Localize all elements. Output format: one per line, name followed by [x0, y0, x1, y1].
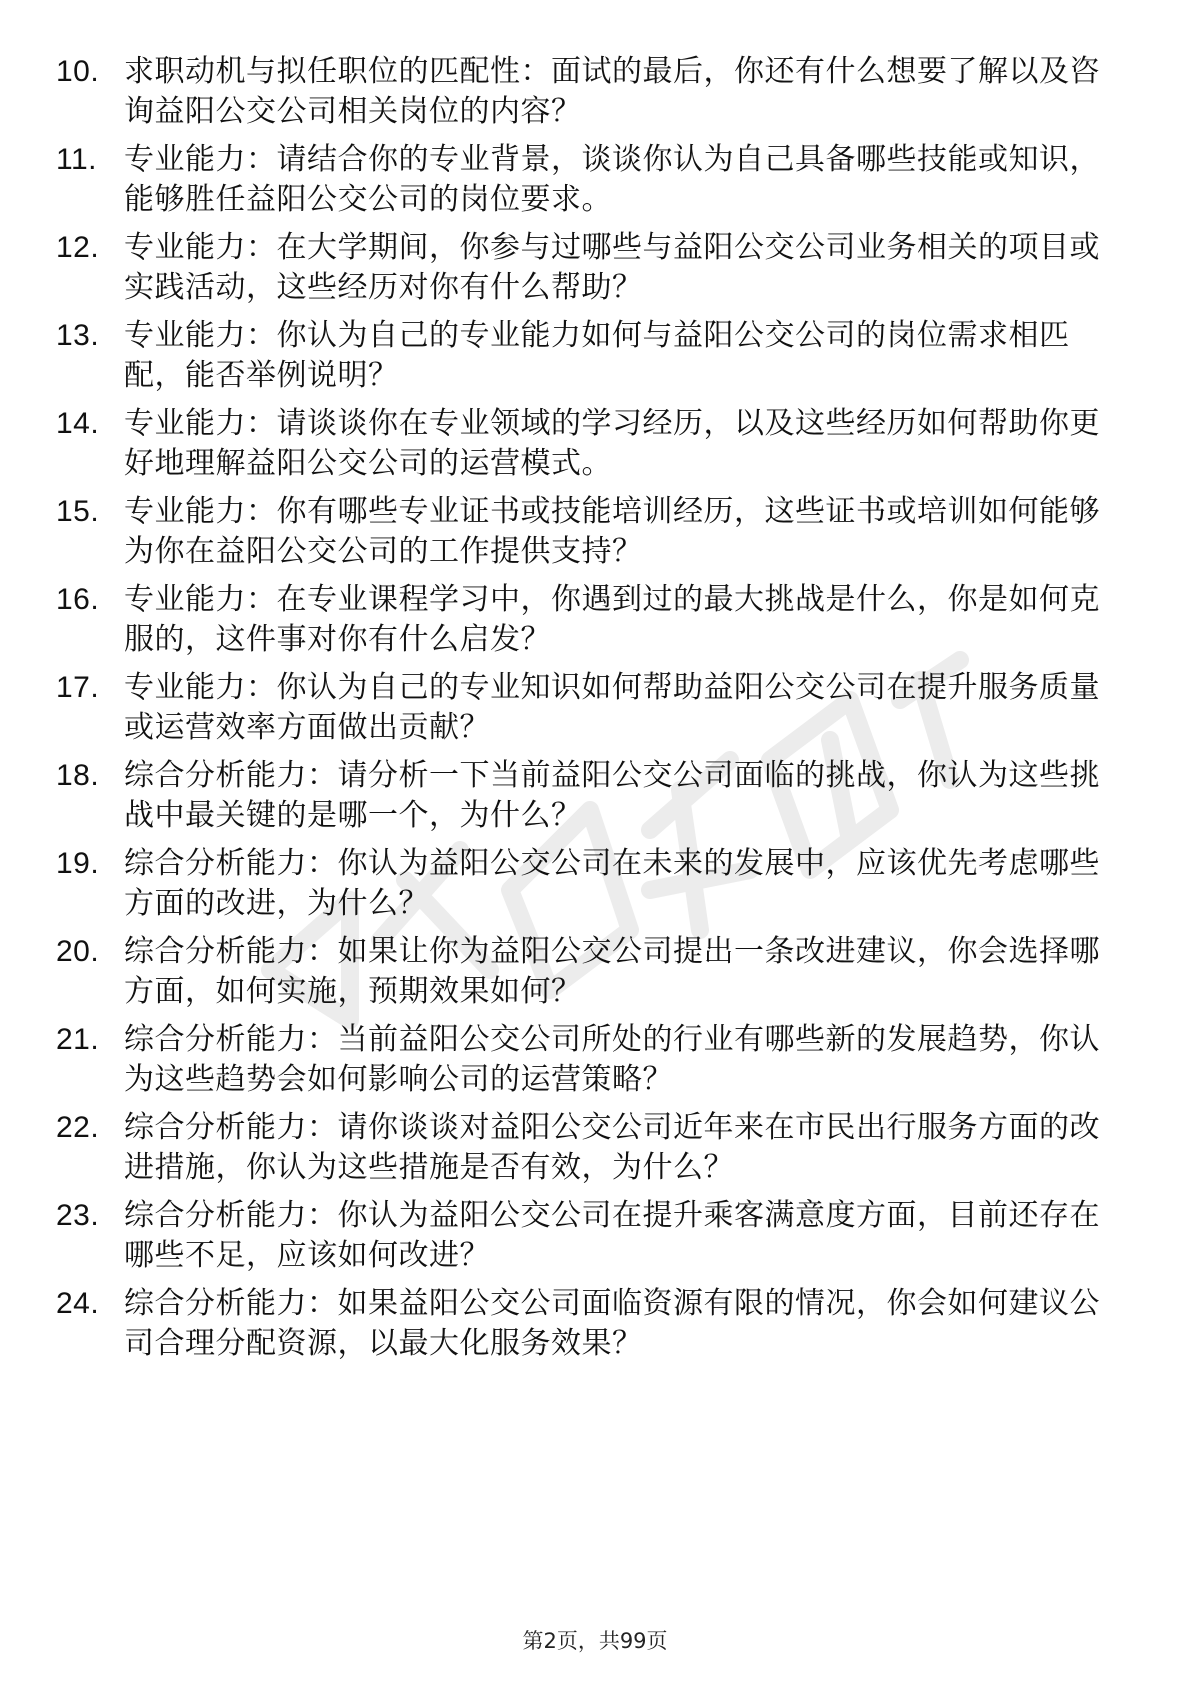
question-list [56, 52, 1116, 1372]
question-number: 17. [56, 671, 100, 704]
question-number: 21. [56, 1023, 100, 1056]
question-item [56, 668, 1116, 748]
question-item [56, 316, 1116, 396]
question-text: 综合分析能力：如果让你为益阳公交公司提出一条改进建议，你会选择哪方面，如何实施，预期效果如何？ [124, 934, 1100, 1009]
question-text: 求职动机与拟任职位的匹配性：面试的最后，你还有什么想要了解以及咨询益阳公交公司相关岗位的内容？ [124, 54, 1100, 129]
question-number: 12. [56, 231, 100, 264]
question-text: 专业能力：在专业课程学习中，你遇到过的最大挑战是什么，你是如何克服的，这件事对你有什么启发？ [124, 582, 1100, 657]
question-item [56, 1196, 1116, 1276]
question-text: 综合分析能力：你认为益阳公交公司在未来的发展中，应该优先考虑哪些方面的改进，为什么？ [124, 846, 1100, 921]
question-text: 综合分析能力：当前益阳公交公司所处的行业有哪些新的发展趋势，你认为这些趋势会如何影响公司的运营策略？ [124, 1022, 1100, 1097]
page-number-label: 第2页，共99页 [522, 1629, 668, 1653]
question-text: 综合分析能力：你认为益阳公交公司在提升乘客满意度方面，目前还存在哪些不足，应该如何改进？ [124, 1198, 1100, 1273]
question-text: 综合分析能力：请你谈谈对益阳公交公司近年来在市民出行服务方面的改进措施，你认为这些措施是否有效，为什么？ [124, 1110, 1100, 1185]
question-number: 20. [56, 935, 100, 968]
question-item [56, 140, 1116, 220]
question-item [56, 228, 1116, 308]
question-item [56, 52, 1116, 132]
question-item [56, 404, 1116, 484]
question-text: 专业能力：请谈谈你在专业领域的学习经历，以及这些经历如何帮助你更好地理解益阳公交公司的运营模式。 [124, 406, 1100, 481]
question-item [56, 844, 1116, 924]
question-number: 10. [56, 55, 100, 88]
question-item [56, 932, 1116, 1012]
question-text: 综合分析能力：如果益阳公交公司面临资源有限的情况，你会如何建议公司合理分配资源，以最大化服务效果？ [124, 1286, 1100, 1361]
page-footer [0, 1625, 1190, 1655]
question-number: 19. [56, 847, 100, 880]
question-number: 23. [56, 1199, 100, 1232]
question-text: 专业能力：在大学期间，你参与过哪些与益阳公交公司业务相关的项目或实践活动，这些经历对你有什么帮助？ [124, 230, 1100, 305]
question-text: 专业能力：请结合你的专业背景，谈谈你认为自己具备哪些技能或知识，能够胜任益阳公交公司的岗位要求。 [124, 142, 1100, 217]
question-text: 综合分析能力：请分析一下当前益阳公交公司面临的挑战，你认为这些挑战中最关键的是哪一个，为什么？ [124, 758, 1100, 833]
question-item [56, 1108, 1116, 1188]
question-number: 13. [56, 319, 100, 352]
question-text: 专业能力：你有哪些专业证书或技能培训经历，这些证书或培训如何能够为你在益阳公交公司的工作提供支持？ [124, 494, 1100, 569]
question-number: 22. [56, 1111, 100, 1144]
question-text: 专业能力：你认为自己的专业能力如何与益阳公交公司的岗位需求相匹配，能否举例说明？ [124, 318, 1070, 393]
question-number: 16. [56, 583, 100, 616]
question-number: 15. [56, 495, 100, 528]
question-number: 24. [56, 1287, 100, 1320]
question-number: 11. [56, 143, 97, 176]
question-item [56, 1020, 1116, 1100]
question-number: 18. [56, 759, 100, 792]
question-item [56, 492, 1116, 572]
question-number: 14. [56, 407, 100, 440]
question-item [56, 1284, 1116, 1364]
question-item [56, 756, 1116, 836]
question-item [56, 580, 1116, 660]
question-text: 专业能力：你认为自己的专业知识如何帮助益阳公交公司在提升服务质量或运营效率方面做出贡献？ [124, 670, 1100, 745]
